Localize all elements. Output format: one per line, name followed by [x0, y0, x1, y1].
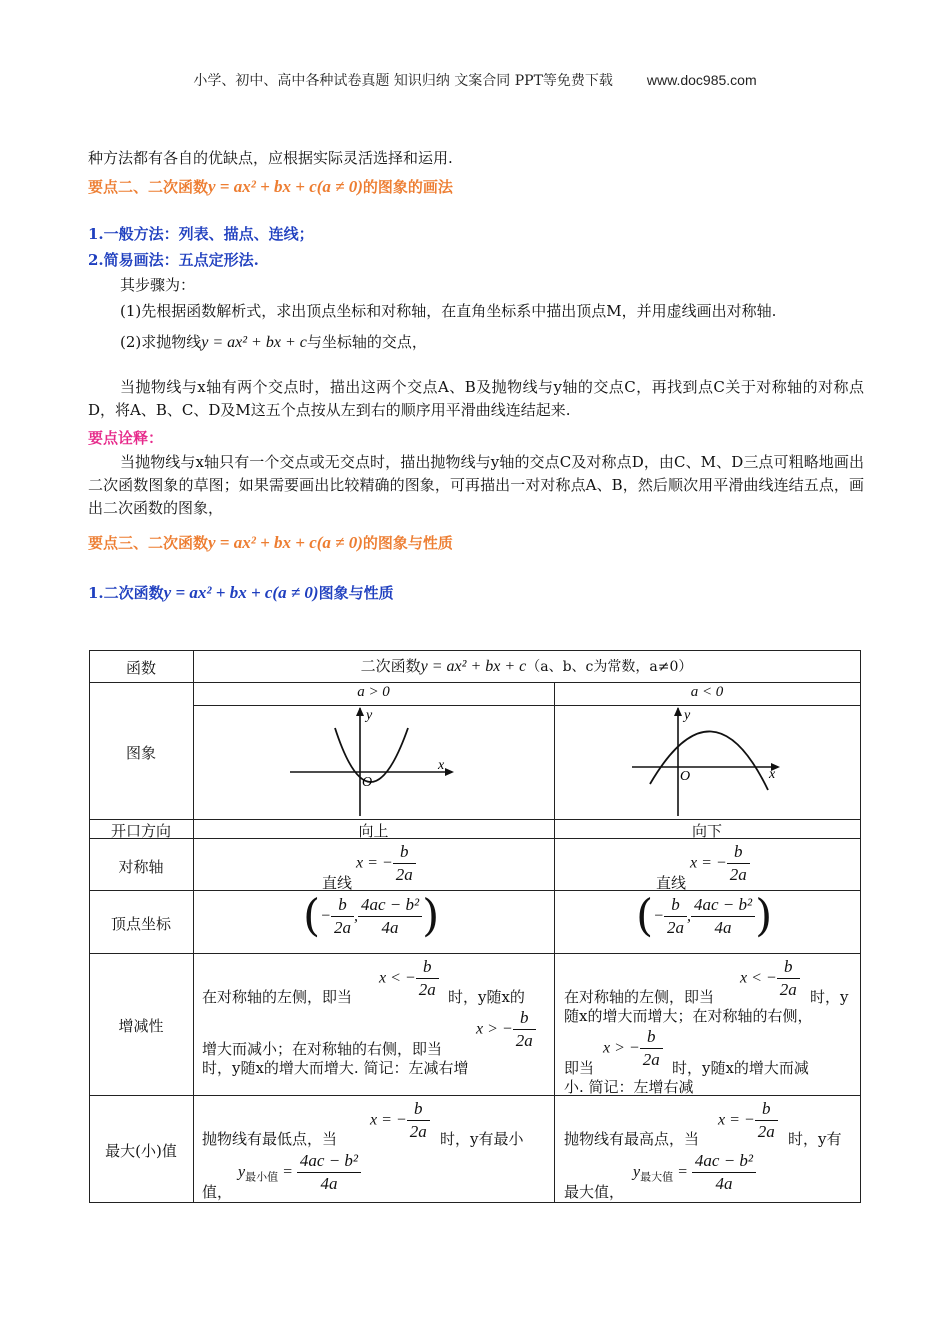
ext-pos-x — [370, 1098, 430, 1143]
ext-num: b — [755, 1098, 778, 1121]
mono-pos-gt — [476, 1007, 536, 1052]
step1: (1)先根据函数解析式，求出顶点坐标和对称轴，在直角坐标系中描出顶点M，并用虚线画出对称轴. — [120, 302, 777, 320]
ext-neg-b: 时，y有 — [788, 1130, 842, 1148]
parabola-up — [335, 728, 408, 782]
label-monotonicity: 增减性 — [118, 1017, 164, 1035]
sub1-prefix: 1.二次函数 — [88, 584, 164, 602]
para2: 当抛物线与x轴只有一个交点或无交点时，描出抛物线与y轴的交点C及对称点D，由C、M、D三点可粗略地画出二次函数图象的草图；如果需要画出比较精确的图象，可再描出一对对称点A、B，然后顺次用平滑曲线连结五点，画出二次函数的图象， — [88, 453, 864, 517]
section2-suffix: 的图象的画法 — [362, 178, 453, 196]
header-site: www.doc985.com — [646, 72, 757, 88]
axis-word-pos: 直线 — [322, 874, 353, 892]
vertex-num2: 4ac − b² — [691, 894, 755, 917]
y-arrow-icon — [356, 707, 364, 716]
para1: 当抛物线与x轴有两个交点时，描出这两个交点A、B及抛物线与y轴的交点C，再找到点C关于对称轴的对称点D，将A、B、C、D及M这五个点按从左到右的顺序用平滑曲线连结起来. — [88, 378, 864, 419]
mono-gt: x > − — [476, 1020, 513, 1038]
axis-den: 2a — [395, 865, 413, 884]
mono-gt: x > − — [603, 1039, 640, 1057]
section2-prefix: 要点二、二次函数 — [88, 178, 209, 196]
mono-lt: x < − — [740, 969, 777, 987]
ext-pos-a: 抛物线有最低点，当 — [202, 1130, 338, 1148]
mono-neg-l1b: 时，y — [810, 988, 849, 1006]
function-prefix: 二次函数 — [360, 657, 421, 675]
mono-den: 2a — [642, 1050, 660, 1069]
mono-num: b — [513, 1007, 536, 1030]
graph-downward — [628, 706, 788, 819]
col-a-negative: a < 0 — [690, 684, 724, 700]
mono-lt: x < − — [379, 969, 416, 987]
mono-num: b — [416, 956, 439, 979]
mono-neg-l2: 随x的增大而增大；在对称轴的右侧， — [564, 1007, 813, 1025]
vertex-num1: b — [331, 894, 354, 917]
section3-formula: y = ax² + bx + c(a ≠ 0) — [208, 533, 363, 552]
sub1-suffix: 图象与性质 — [318, 584, 394, 602]
label-axis: 对称轴 — [118, 858, 164, 876]
ext-num2: 4ac − b² — [692, 1150, 756, 1173]
function-note: （a、b、c为常数，a≠0） — [526, 659, 693, 675]
section3-suffix: 的图象与性质 — [362, 534, 453, 552]
mono-pos-l3: 时，y随x的增大而增大. 简记：左减右增 — [202, 1059, 469, 1077]
mono-den: 2a — [779, 980, 797, 999]
ext-neg-c: 最大值， — [564, 1183, 625, 1201]
mono-pos-l2: 增大而减小；在对称轴的右侧，即当 — [202, 1040, 443, 1058]
ext-pos-y: $y_{最小值}$ = $\frac{\text{4ac − b²}}{4a}$ — [238, 1150, 361, 1195]
ext-neg-x — [718, 1098, 778, 1143]
function-formula: y = ax² + bx + c — [420, 658, 527, 675]
label-function: 函数 — [125, 659, 156, 677]
axis-lhs: x = − — [690, 854, 727, 872]
col-a-positive: a > 0 — [357, 684, 390, 700]
header-text: 小学、初中、高中各种试卷真题 知识归纳 文案合同 PPT等免费下载 — [193, 73, 613, 89]
ext-xeq: x = − — [370, 1111, 407, 1129]
graph-down-origin: O — [680, 769, 691, 784]
ext-den2: 4a — [715, 1174, 733, 1193]
section3-heading — [88, 532, 453, 553]
ext-pos-c: 值， — [202, 1183, 233, 1201]
axis-num: b — [727, 841, 750, 864]
x-arrow-icon — [445, 768, 454, 776]
section2-formula: y = ax² + bx + c(a ≠ 0) — [208, 177, 363, 196]
section3-prefix: 要点三、二次函数 — [88, 534, 209, 552]
function-def — [193, 655, 860, 676]
label-vertex: 顶点坐标 — [110, 915, 171, 933]
graph-down-x-label: x — [769, 767, 776, 782]
graph-up-origin: O — [362, 775, 373, 790]
y-arrow-icon — [674, 707, 682, 716]
label-extremum: 最大(小)值 — [105, 1142, 177, 1160]
mono-neg-gt — [603, 1026, 663, 1071]
mono-neg-l3b: 时，y随x的增大而减 — [672, 1059, 809, 1077]
mono-den: 2a — [418, 980, 436, 999]
parabola-down — [650, 731, 768, 790]
intro-line: 种方法都有各自的优缺点，应根据实际灵活选择和运用. — [88, 149, 453, 167]
step2-formula: y = ax² + bx + c — [201, 334, 307, 351]
label-graph: 图象 — [125, 744, 156, 762]
method2: 2.简易画法：五点定形法. — [88, 251, 259, 269]
ext-den: 2a — [757, 1122, 775, 1141]
ext-y: y — [238, 1163, 246, 1181]
ext-xeq: x = − — [718, 1111, 755, 1129]
opening-down: 向下 — [691, 822, 722, 840]
mono-pos-l1: 在对称轴的左侧，即当 — [202, 988, 353, 1006]
mono-den: 2a — [515, 1031, 533, 1050]
label-opening: 开口方向 — [110, 822, 171, 840]
ext-y: y — [633, 1163, 641, 1181]
axis-den: 2a — [729, 865, 747, 884]
mono-neg-lt — [740, 956, 800, 1001]
mono-pos-l1b: 时，y随x的 — [448, 988, 525, 1006]
sub1-formula: y = ax² + bx + c(a ≠ 0) — [163, 583, 319, 602]
axis-lhs: x = − — [356, 854, 393, 872]
vertex-pos: (− $\frac{b}{2a}$ , $\frac{\text{4ac − b²}}{4a}$ ) — [303, 890, 440, 942]
ext-pos-b: 时，y有最小 — [440, 1130, 524, 1148]
axis-num: b — [393, 841, 416, 864]
vertex-num2: 4ac − b² — [358, 894, 422, 917]
step2-suffix: 与坐标轴的交点， — [306, 333, 427, 351]
note-title: 要点诠释： — [88, 429, 164, 447]
mono-num: b — [777, 956, 800, 979]
vertex-neg: (− $\frac{b}{2a}$ , $\frac{\text{4ac − b²}}{4a}$ ) — [636, 890, 773, 942]
ext-num2: 4ac − b² — [297, 1150, 361, 1173]
mono-num: b — [640, 1026, 663, 1049]
ext-den2: 4a — [320, 1174, 338, 1193]
mono-pos-lt — [379, 956, 439, 1001]
graph-up-y-label: y — [366, 708, 373, 723]
ext-den: 2a — [409, 1122, 427, 1141]
vertex-den2: 4a — [381, 918, 399, 937]
ext-num: b — [407, 1098, 430, 1121]
step2-prefix: (2)求抛物线 — [120, 333, 202, 351]
graph-down-y-label: y — [684, 708, 691, 723]
ext-neg-a: 抛物线有最高点，当 — [564, 1130, 700, 1148]
axis-formula-pos — [356, 841, 416, 886]
axis-formula-neg — [690, 841, 750, 886]
opening-up: 向上 — [358, 822, 389, 840]
vertex-den1: 2a — [666, 918, 684, 937]
mono-neg-l4: 小. 简记：左增右减 — [564, 1078, 694, 1096]
vertex-den1: 2a — [333, 918, 351, 937]
ext-neg-sub: 最大值 — [640, 1170, 674, 1184]
method1: 1.一般方法：列表、描点、连线； — [88, 225, 314, 243]
page-header — [0, 70, 950, 90]
section2-heading — [88, 176, 453, 197]
graph-up-x-label: x — [438, 758, 445, 773]
ext-neg-y: $y_{最大值}$ = $\frac{\text{4ac − b²}}{4a}$ — [633, 1150, 756, 1195]
graph-upward — [280, 706, 460, 819]
ext-pos-sub: 最小值 — [245, 1170, 279, 1184]
axis-word-neg: 直线 — [656, 874, 687, 892]
mono-neg-l1: 在对称轴的左侧，即当 — [564, 988, 715, 1006]
vertex-num1: b — [664, 894, 687, 917]
mono-neg-l3: 即当 — [564, 1059, 595, 1077]
sub1-heading — [88, 582, 394, 603]
vertex-den2: 4a — [714, 918, 732, 937]
steps-label: 其步骤为： — [120, 276, 196, 294]
step2 — [120, 332, 427, 353]
